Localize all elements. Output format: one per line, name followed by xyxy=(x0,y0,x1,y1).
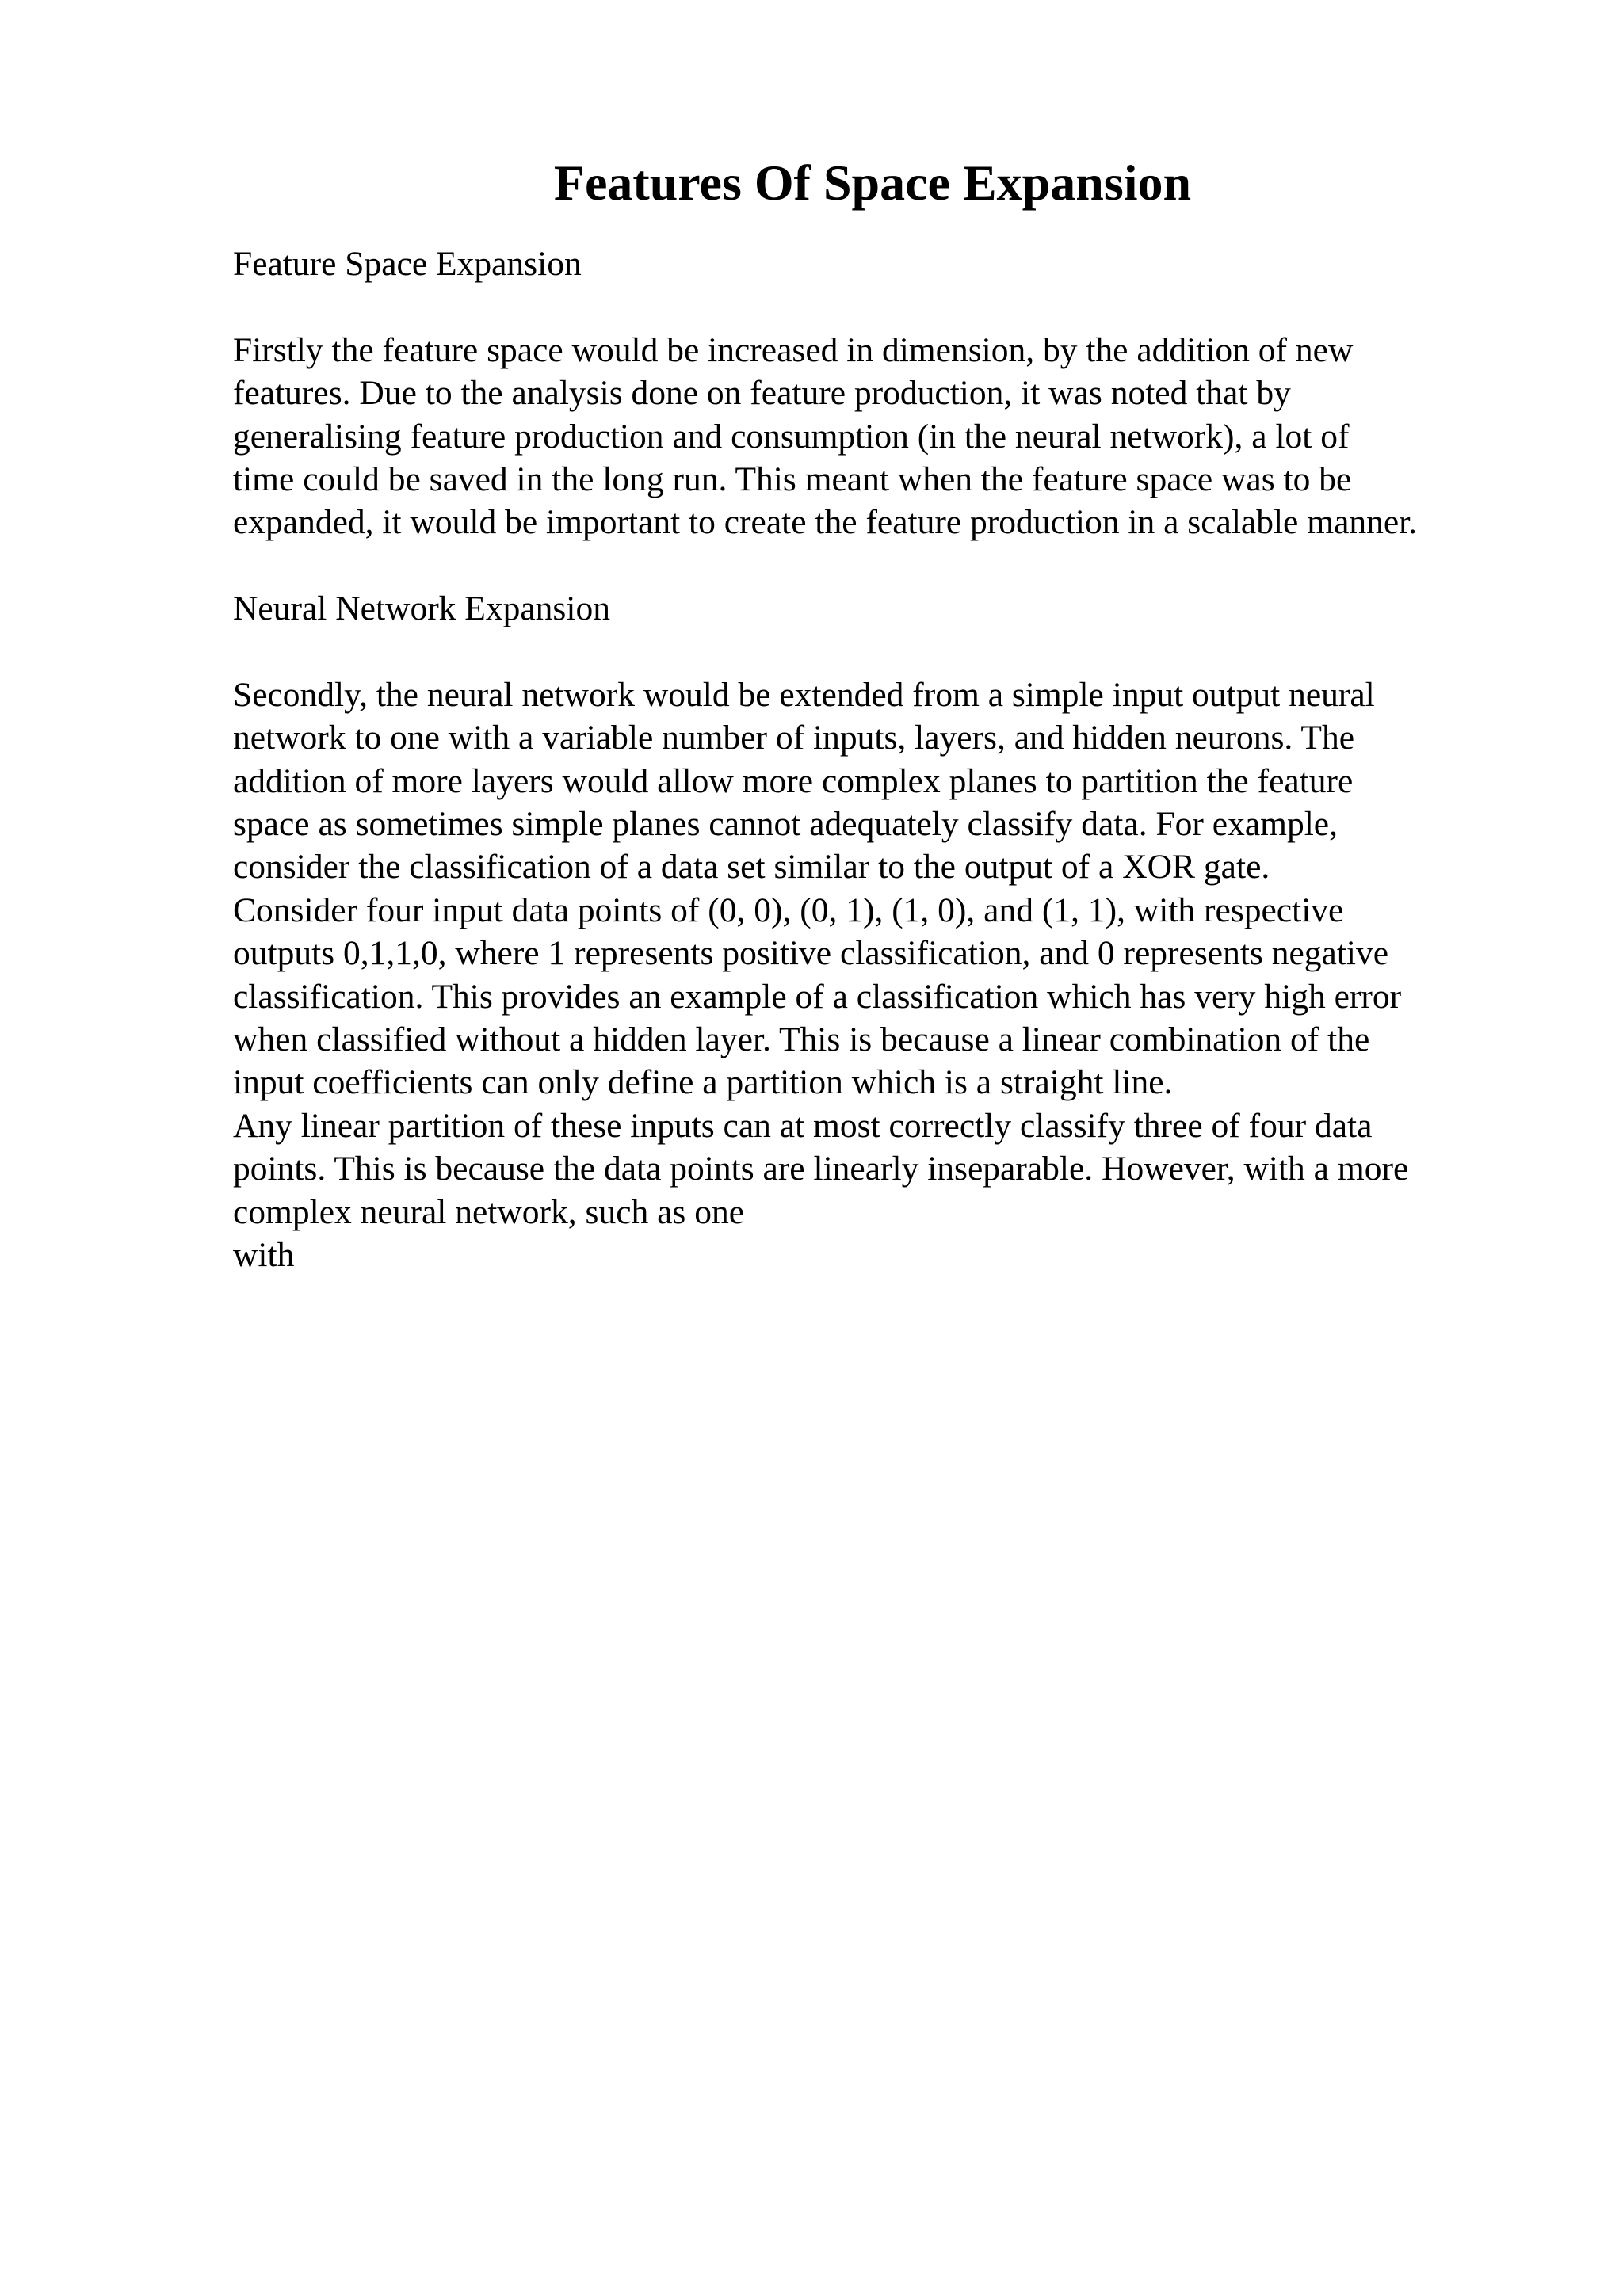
page-title: Features Of Space Expansion xyxy=(553,154,1192,211)
paragraph-line: outputs 0,1,1,0, where 1 represents positive classification, and 0 represents negative xyxy=(233,934,1389,973)
paragraph-line: when classified without a hidden layer. This is because a linear combination of the xyxy=(233,1020,1370,1059)
paragraph-line: network to one with a variable number of inputs, layers, and hidden neurons. The xyxy=(233,719,1355,757)
section-heading-feature-space: Feature Space Expansion xyxy=(233,245,582,283)
section-heading-neural-network: Neural Network Expansion xyxy=(233,589,610,628)
paragraph-line: expanded, it would be important to create the feature production in a scalable manner. xyxy=(233,503,1418,542)
paragraph-spacer xyxy=(233,544,1612,587)
paragraph-line: addition of more layers would allow more complex planes to partition the feature xyxy=(233,761,1354,800)
paragraph-line: space as sometimes simple planes cannot adequately classify data. For example, xyxy=(233,805,1338,844)
paragraph-line: classification. This provides an example of a classification which has very high error xyxy=(233,977,1402,1016)
paragraph-line: with xyxy=(233,1235,295,1274)
paragraph-line: complex neural network, such as one xyxy=(233,1192,745,1231)
paragraph-spacer xyxy=(233,631,1612,673)
paragraph-line: Consider four input data points of (0, 0), (0, 1), (1, 0), and (1, 1), with respective xyxy=(233,891,1344,929)
paragraph-line: Any linear partition of these inputs can at most correctly classify three of four data xyxy=(233,1106,1373,1145)
paragraph-line: Firstly the feature space would be increased in dimension, by the addition of new xyxy=(233,330,1354,369)
paragraph-line: time could be saved in the long run. This meant when the feature space was to be xyxy=(233,460,1352,498)
paragraph-line: features. Due to the analysis done on feature production, it was noted that by xyxy=(233,374,1291,413)
paragraph-spacer xyxy=(233,285,1612,328)
paragraph-line: Secondly, the neural network would be extended from a simple input output neural xyxy=(233,675,1375,714)
paragraph-line: input coefficients can only define a partition which is a straight line. xyxy=(233,1063,1173,1102)
paragraph-line: generalising feature production and consumption (in the neural network), a lot of xyxy=(233,417,1350,456)
paragraph-line: consider the classification of a data set similar to the output of a XOR gate. xyxy=(233,848,1270,887)
document-body xyxy=(233,242,1612,1276)
paragraph-line: points. This is because the data points are linearly inseparable. However, with a more xyxy=(233,1150,1409,1188)
